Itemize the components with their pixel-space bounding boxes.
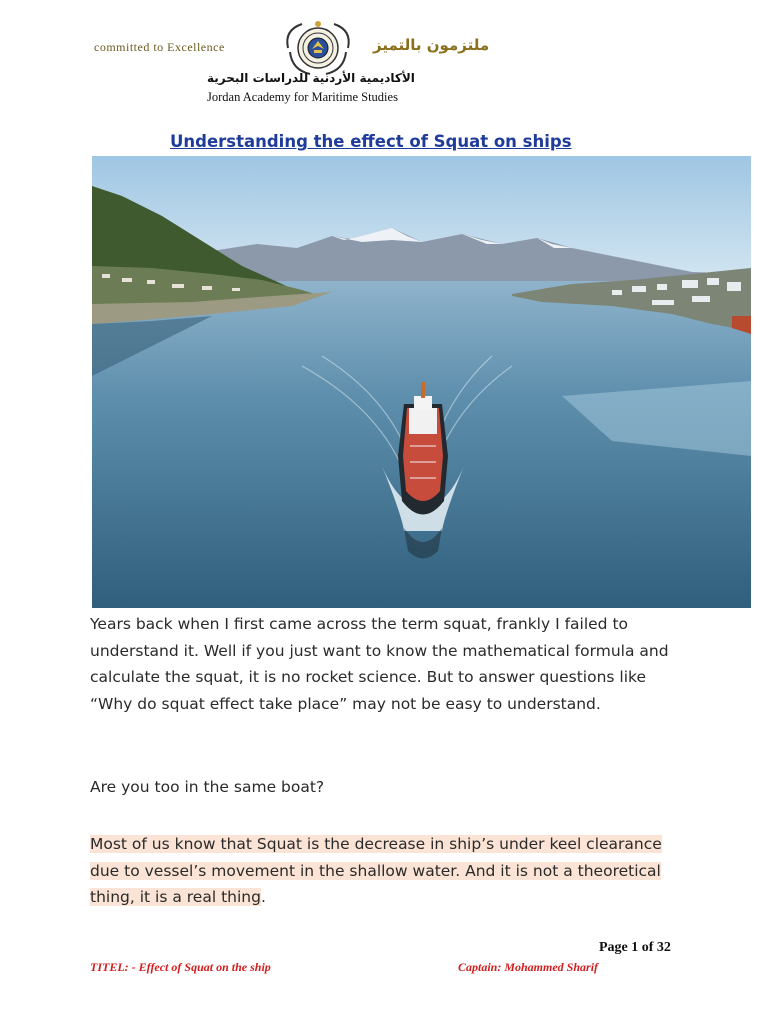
document-title: Understanding the effect of Squat on ships [170, 132, 572, 151]
footer-author: Captain: Mohammed Sharif [458, 960, 599, 974]
motto-arabic: ملتزمون بالتميز [373, 36, 490, 54]
paragraph-end-punctuation: . [260, 888, 266, 906]
academy-name-english: Jordan Academy for Maritime Studies [207, 90, 398, 104]
paragraph-question: Are you too in the same boat? [90, 778, 325, 796]
highlighted-text: Most of us know that Squat is the decrease in ship’s under keel clearance due to vessel’s movement in the shallow water. And it is not a theoretical thing, it is a real thing [90, 835, 662, 906]
footer-document-title: TITEL: - Effect of Squat on the ship [90, 960, 271, 974]
academy-seal-icon [280, 18, 356, 78]
paragraph-intro: Years back when I first came across the term squat, frankly I failed to understand it. Well if you just want to know the mathematical formula and calculate the squat, it is no rocket science. But to answer questions like “Why do squat effect take place” may not be easy to understand. [90, 615, 669, 713]
letterhead [90, 18, 560, 108]
paragraph-definition [90, 831, 690, 911]
motto-english: committed to Excellence [94, 40, 225, 54]
page-number: Page 1 of 32 [599, 940, 671, 955]
ship-in-fjord-image [92, 156, 751, 608]
academy-name-arabic: الأكاديمية الأردنية للدراسات البحرية [207, 71, 415, 85]
